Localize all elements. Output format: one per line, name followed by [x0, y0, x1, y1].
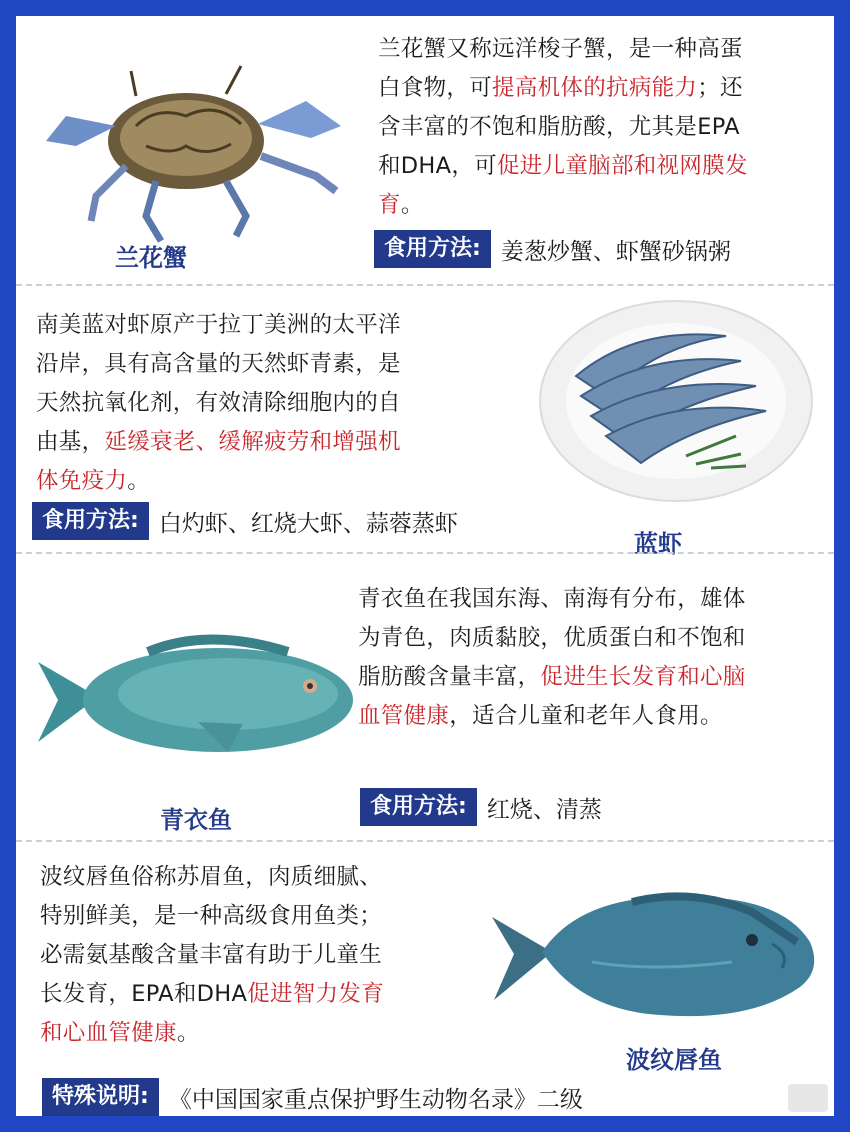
text-line	[358, 580, 834, 619]
body-text: 。	[176, 1020, 200, 1046]
body-text: 为青色，肉质黏胶，优质蛋白和不饱和	[358, 625, 746, 651]
highlight-text: 延缓衰老、缓解疲劳和增强机	[104, 429, 401, 455]
shrimp-method-text: 白灼虾、红烧大虾、蒜蓉蒸虾	[158, 510, 458, 537]
text-line	[378, 147, 828, 186]
text-line	[378, 186, 828, 225]
shrimp-method	[32, 502, 458, 540]
body-text: 沿岸，具有高含量的天然虾青素，是	[36, 351, 401, 377]
body-text: 脂肪酸含量丰富，	[358, 664, 541, 690]
body-text: 特别鲜美，是一种高级食用鱼类；	[40, 903, 383, 929]
crab-method-tag: 食用方法:	[374, 230, 491, 268]
text-line	[40, 1014, 480, 1053]
highlight-text: 提高机体的抗病能力	[492, 75, 698, 101]
crab-method	[374, 230, 731, 268]
wrasse-note-text: 《中国国家重点保护野生动物名录》二级	[168, 1086, 583, 1113]
text-line	[36, 345, 506, 384]
wrasse-description	[40, 858, 480, 1053]
wrasse-name: 波纹唇鱼	[626, 1046, 722, 1074]
parrotfish-method-text: 红烧、清蒸	[486, 796, 602, 823]
parrotfish-image	[28, 622, 368, 772]
body-text: 。	[127, 468, 151, 494]
section-parrotfish	[16, 554, 834, 838]
highlight-text: 和心血管健康	[40, 1020, 177, 1046]
text-line	[378, 30, 828, 69]
body-text: 。	[400, 192, 424, 218]
section-wrasse	[16, 842, 834, 1116]
body-text: ；还	[697, 75, 743, 101]
highlight-text: 血管健康	[358, 703, 450, 729]
shrimp-name: 蓝虾	[634, 530, 682, 558]
section-shrimp	[16, 286, 834, 558]
crab-description	[378, 30, 828, 225]
text-line	[378, 69, 828, 108]
shrimp-description	[36, 306, 506, 501]
text-line	[36, 423, 506, 462]
body-text: 长发育，EPA和DHA	[40, 981, 248, 1007]
body-text: 兰花蟹又称远洋梭子蟹，是一种高蛋	[378, 36, 743, 62]
body-text: 和DHA，可	[378, 153, 497, 179]
wrasse-note-tag: 特殊说明:	[42, 1078, 159, 1116]
crab-image	[36, 46, 356, 246]
shrimp-plate-image	[536, 296, 816, 506]
section-crab	[16, 16, 834, 284]
wrasse-note	[42, 1078, 583, 1116]
parrotfish-method-tag: 食用方法:	[360, 788, 477, 826]
body-text: 青衣鱼在我国东海、南海有分布，雄体	[358, 586, 746, 612]
highlight-text: 体免疫力	[36, 468, 128, 494]
text-line	[40, 936, 480, 975]
text-line	[358, 697, 834, 736]
body-text: 南美蓝对虾原产于拉丁美洲的太平洋	[36, 312, 401, 338]
text-line	[36, 462, 506, 501]
body-text: 必需氨基酸含量丰富有助于儿童生	[40, 942, 383, 968]
highlight-text: 促进儿童脑部和视网膜发	[496, 153, 748, 179]
text-line	[36, 384, 506, 423]
parrotfish-description	[358, 580, 834, 736]
body-text: ，适合儿童和老年人食用。	[449, 703, 723, 729]
text-line	[358, 619, 834, 658]
body-text: 波纹唇鱼俗称苏眉鱼，肉质细腻、	[40, 864, 383, 890]
body-text: 天然抗氧化剂，有效清除细胞内的自	[36, 390, 401, 416]
highlight-text: 促进生长发育和心脑	[540, 664, 746, 690]
highlight-text: 育	[378, 192, 401, 218]
text-line	[378, 108, 828, 147]
napoleon-wrasse-image	[482, 882, 822, 1022]
body-text: 由基，	[36, 429, 105, 455]
parrotfish-method	[360, 788, 602, 826]
text-line	[40, 858, 480, 897]
body-text: 含丰富的不饱和脂肪酸，尤其是EPA	[378, 114, 740, 140]
corner-logo-mark	[788, 1084, 828, 1112]
text-line	[40, 975, 480, 1014]
text-line	[36, 306, 506, 345]
shrimp-method-tag: 食用方法:	[32, 502, 149, 540]
crab-method-text: 姜葱炒蟹、虾蟹砂锅粥	[500, 238, 731, 265]
crab-name: 兰花蟹	[115, 244, 187, 272]
infographic-card	[16, 16, 834, 1116]
body-text: 白食物，可	[378, 75, 493, 101]
text-line	[358, 658, 834, 697]
parrotfish-name: 青衣鱼	[160, 806, 232, 834]
highlight-text: 促进智力发育	[247, 981, 384, 1007]
text-line	[40, 897, 480, 936]
